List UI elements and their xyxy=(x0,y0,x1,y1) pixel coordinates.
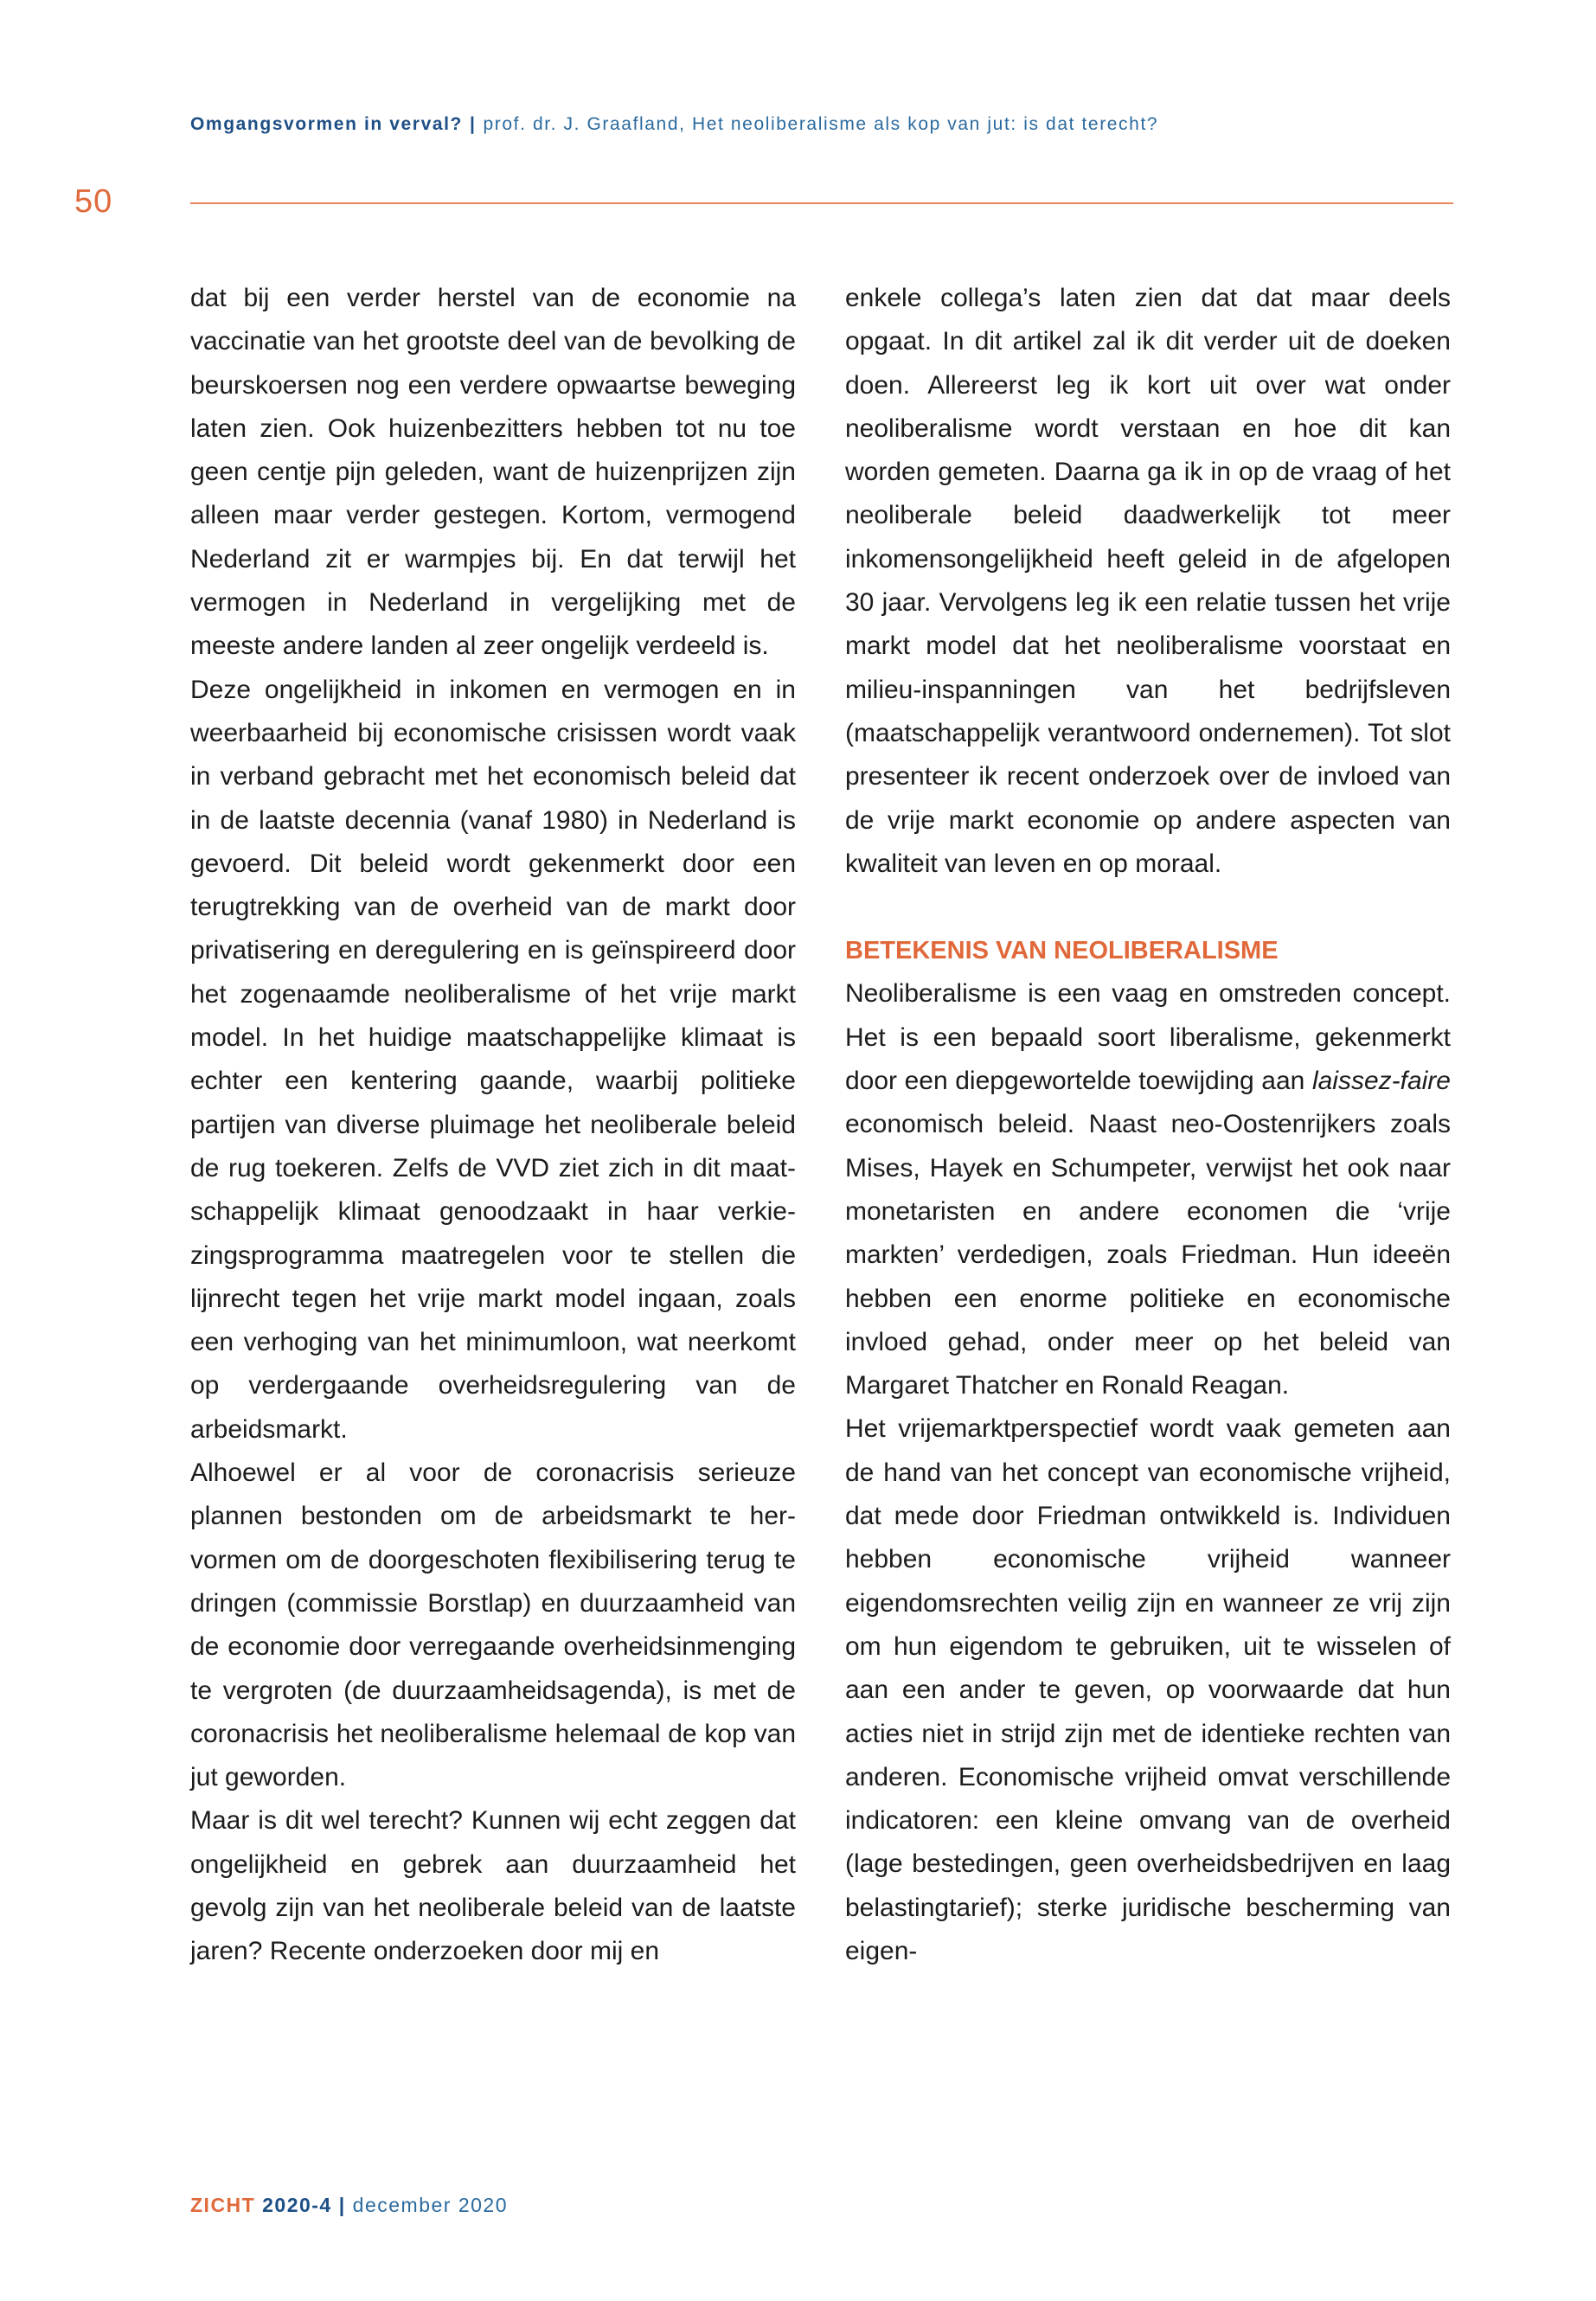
paragraph-text: economisch beleid. Naast neo-Oostenrijkers zoals Mises, Hayek en Schumpeter, verwijst het ook naar monetaristen en andere economen die ‘vrije markten’ verdedigen, zoals Friedman. Hun ideeën hebben een enorme politieke en economische invloed gehad, onder meer op het beleid van Margaret Thatcher en Ronald Reagan. xyxy=(845,1110,1451,1400)
body-paragraph: Deze ongelijkheid in inkomen en vermogen en in weerbaarheid bij economische crisissen wordt vaak in verband gebracht met het economisch beleid dat in de laatste decennia (vanaf 1980) in Nederland is gevoerd. Dit beleid wordt gekenmerkt door een terugtrekking van de overheid van de markt door privatisering en deregulering en is geïnspireerd door het zogenaamde neoliberalisme of het vrije markt model. In het huidige maatschappelijke klimaat is echter een kentering gaande, waarbij politieke partijen van diverse pluimage het neoliberale beleid de rug toekeren. Zelfs de VVD ziet zich in dit maatschappelijk klimaat genoodzaakt in haar verkiezingsprogramma maatregelen voor te stellen die lijnrecht tegen het vrije markt model ingaan, zoals een verhoging van het minimumloon, wat neerkomt op verdergaande overheidsregulering van de arbeidsmarkt. xyxy=(190,675,796,1444)
section-heading: BETEKENIS VAN NEOLIBERALISME xyxy=(845,937,1279,965)
header-rule xyxy=(190,202,1453,204)
footer-separator: | xyxy=(338,2194,346,2216)
issue-date: december 2020 xyxy=(352,2194,509,2216)
body-paragraph: Het vrijemarktperspectief wordt vaak gemeten aan de hand van het concept van economische vrijheid, dat mede door Friedman ontwikkeld is. Individuen hebben economische vrijheid wanneer eigendomsrechten veilig zijn en wanneer ze vrij zijn om hun eigendom te gebruiken, uit te wisselen of aan een ander te geven, op voorwaarde dat hun acties niet in strijd zijn met de identieke rechten van anderen. Economische vrijheid omvat verschillende indicatoren: een kleine omvang van de overheid (lage bestedingen, geen overheidsbedrijven en laag belastingtarief); sterke juridische bescherming van eigen- xyxy=(845,1414,1451,1965)
italic-term: laissez-faire xyxy=(1311,1067,1451,1096)
body-paragraph: dat bij een verder herstel van de economie na vaccinatie van het grootste deel van de bevolking de beurskoersen nog een verdere opwaartse beweging laten zien. Ook huizenbezitters hebben tot nu toe geen centje pijn geleden, want de huizenprijzen zijn alleen maar verder gestegen. Kortom, vermogend Nederland zit er warmpjes bij. En dat terwijl het vermogen in Nederland in vergelijking met de meeste andere landen al zeer ongelijk verdeeld is. xyxy=(190,284,796,661)
page-number: 50 xyxy=(74,183,113,220)
page-footer xyxy=(190,2194,508,2217)
left-column xyxy=(190,277,796,1974)
running-header xyxy=(190,114,1453,135)
body-paragraph xyxy=(845,972,1451,1407)
magazine-name: ZICHT xyxy=(190,2194,256,2216)
paragraph-text: Neoliberalisme is een vaag en omstreden concept. Het is een bepaald soort liberalisme, gekenmerkt door een diepgewortelde toewijding aan xyxy=(845,979,1451,1096)
body-paragraph: Maar is dit wel terecht? Kunnen wij echt zeggen dat ongelijkheid en gebrek aan duurzaamheid het gevolg zijn van het neoliberale beleid van de laatste jaren? Recente onderzoeken door mij en xyxy=(190,1806,796,1966)
right-column xyxy=(845,277,1451,1973)
body-paragraph: enkele collega’s laten zien dat dat maar deels opgaat. In dit artikel zal ik dit verder uit de doeken doen. Allereerst leg ik kort uit over wat onder neoliberalisme wordt verstaan en hoe dit kan worden gemeten. Daarna ga ik in op de vraag of het neoliberale beleid daadwerkelijk tot meer inkomensongelijkheid heeft geleid in de afgelopen 30 jaar. Vervolgens leg ik een relatie tussen het vrije markt model dat het neoliberalisme voorstaat en milieu-inspanningen van het bedrijfsleven (maatschappelijk verantwoord ondernemen). Tot slot presenteer ik recent onderzoek over de invloed van de vrije markt economie op andere aspecten van kwaliteit van leven en op moraal. xyxy=(845,284,1451,878)
header-separator: | xyxy=(470,114,477,134)
article-title: prof. dr. J. Graafland, Het neoliberalisme als kop van jut: is dat terecht? xyxy=(483,114,1159,134)
journal-title: Omgangsvormen in verval? xyxy=(190,114,463,134)
body-paragraph: Alhoewel er al voor de coronacrisis serieuze plannen bestonden om de arbeidsmarkt te hervormen om de doorgeschoten flexibilisering terug te dringen (commissie Borstlap) en duurzaamheid van de economie door verregaande overheidsinmenging te vergroten (de duurzaamheidsagenda), is met de coronacrisis het neoliberalisme helemaal de kop van jut geworden. xyxy=(190,1458,796,1792)
issue-number: 2020-4 xyxy=(262,2194,332,2216)
